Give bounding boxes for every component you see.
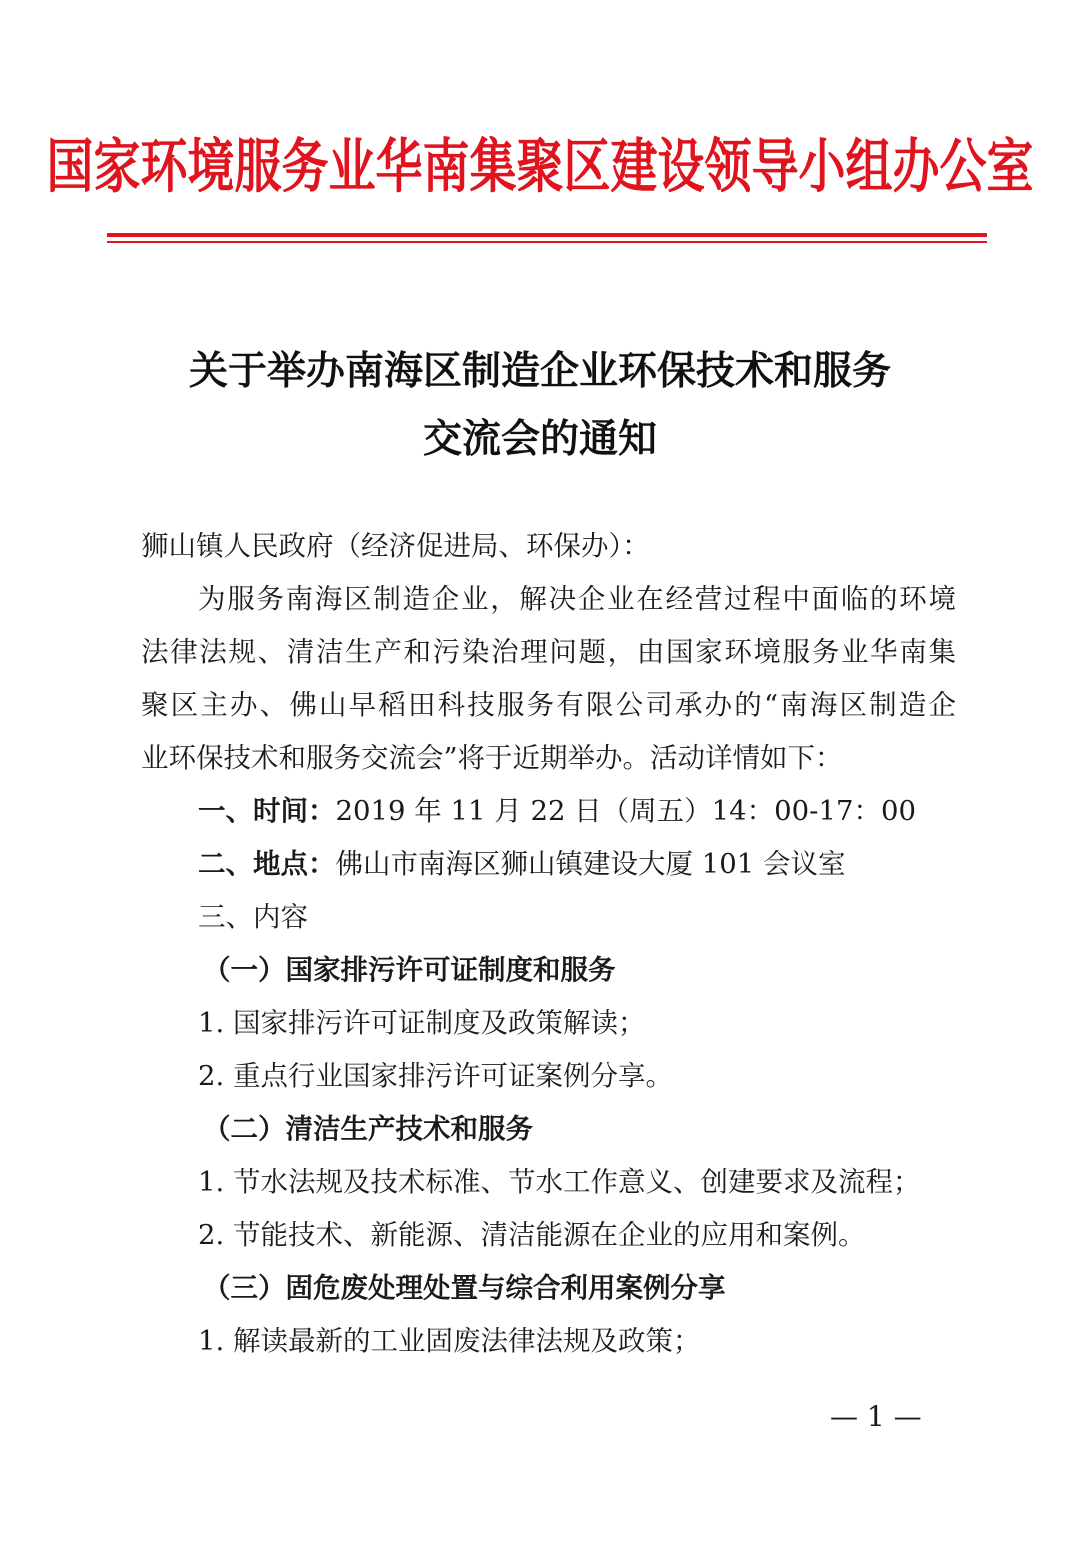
page-number: — 1 — bbox=[830, 1400, 922, 1433]
addressee: 狮山镇人民政府（经济促进局、环保办）： bbox=[141, 530, 650, 562]
document-title-line-2: 交流会的通知 bbox=[422, 416, 657, 462]
section-item: 1. 节水法规及技术标准、节水工作意义、创建要求及流程； bbox=[198, 1166, 921, 1198]
section-heading: （二）清洁生产技术和服务 bbox=[203, 1113, 533, 1145]
letterhead-rule-thick bbox=[107, 233, 987, 237]
time-label: 一、时间： bbox=[198, 795, 336, 827]
time-row bbox=[141, 785, 956, 838]
document-title-line-1: 关于举办南海区制造企业环保技术和服务 bbox=[188, 348, 891, 394]
section-item: 1. 国家排污许可证制度及政策解读； bbox=[198, 1007, 646, 1039]
letterhead-issuer: 国家环境服务业华南集聚区建设领导小组办公室 bbox=[46, 132, 1034, 202]
section-item: 1. 解读最新的工业固废法律法规及政策； bbox=[198, 1325, 701, 1357]
document-body bbox=[141, 520, 956, 1368]
intro-paragraph-line: 法律法规、清洁生产和污染治理问题，由国家环境服务业华南集 bbox=[141, 636, 956, 668]
place-row bbox=[141, 838, 956, 891]
place-label: 二、地点： bbox=[198, 848, 336, 880]
place-value: 佛山市南海区狮山镇建设大厦 101 会议室 bbox=[335, 848, 846, 880]
intro-paragraph-line: 业环保技术和服务交流会”将于近期举办。活动详情如下： bbox=[141, 742, 843, 774]
section-heading: （三）固危废处理处置与综合利用案例分享 bbox=[203, 1272, 726, 1304]
content-heading: 三、内容 bbox=[198, 901, 308, 933]
section-heading: （一）国家排污许可证制度和服务 bbox=[203, 954, 616, 986]
time-value: 2019 年 11 月 22 日（周五）14：00-17：00 bbox=[335, 795, 916, 827]
intro-paragraph-line: 为服务南海区制造企业，解决企业在经营过程中面临的环境 bbox=[198, 583, 956, 615]
letterhead-rule-thin bbox=[107, 241, 987, 243]
section-item: 2. 节能技术、新能源、清洁能源在企业的应用和案例。 bbox=[198, 1219, 866, 1251]
intro-paragraph-line: 聚区主办、佛山早稻田科技服务有限公司承办的“南海区制造企 bbox=[141, 689, 956, 721]
section-item: 2. 重点行业国家排污许可证案例分享。 bbox=[198, 1060, 673, 1092]
